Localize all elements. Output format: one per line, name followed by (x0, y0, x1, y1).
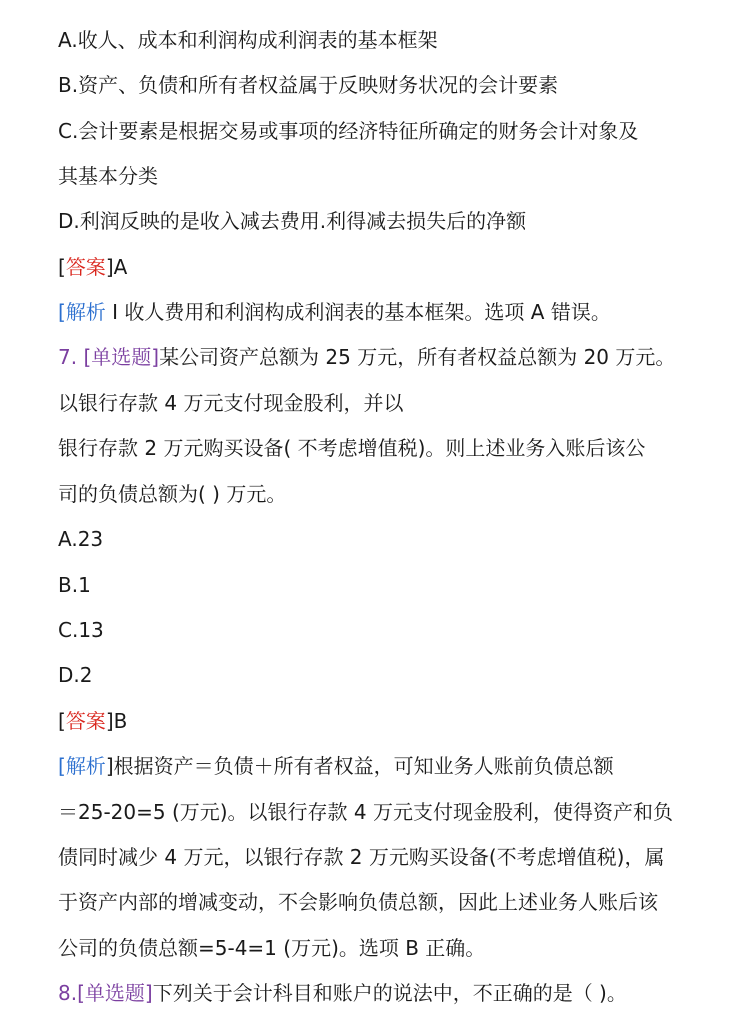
option-c-q7: C.13 (58, 618, 104, 642)
question-7-body-3: 司的负债总额为( ) 万元。 (58, 482, 287, 506)
question-8-title: 8.[单选题]下列关于会计科目和账户的说法中，不正确的是（ )。 (58, 981, 627, 1005)
analysis-q7-line-4: 于资产内部的增减变动，不会影响负债总额，因此上述业务人账后该 (58, 890, 658, 914)
question-7-body-2: 银行存款 2 万元购买设备( 不考虑增值税)。则上述业务入账后该公 (58, 436, 646, 460)
option-d-q7: D.2 (58, 663, 93, 687)
analysis-tag: 解析 (65, 300, 106, 324)
question-number: 8. (58, 981, 78, 1005)
analysis-q6: [解析 I 收人费用和利润构成利润表的基本框架。选项 A 错误。 (58, 300, 611, 324)
answer-q6: [答案]A (58, 255, 128, 279)
option-d-q6: D.利润反映的是收入减去费用.利得减去损失后的净额 (58, 209, 527, 233)
question-7-body-1: 以银行存款 4 万元支付现金股利，并以 (58, 391, 404, 415)
option-a-q6: A.收人、成本和利润构成利润表的基本框架 (58, 28, 438, 52)
option-c-q6-cont: 其基本分类 (58, 164, 158, 188)
analysis-tag: 解析 (65, 754, 106, 778)
answer-q7: [答案]B (58, 709, 128, 733)
analysis-q7-line-5: 公司的负债总额=5-4=1 (万元)。选项 B 正确。 (58, 936, 486, 960)
question-7-title: 7. [单选题]某公司资产总额为 25 万元，所有者权益总额为 20 万元。 (58, 345, 676, 369)
option-c-q6: C.会计要素是根据交易或事项的经济特征所确定的财务会计对象及 (58, 119, 639, 143)
answer-tag: 答案 (65, 709, 106, 733)
option-b-q7: B.1 (58, 573, 91, 597)
question-number: 7. (58, 345, 78, 369)
analysis-q7-line-3: 债同时减少 4 万元，以银行存款 2 万元购买设备(不考虑增值税)，属 (58, 845, 665, 869)
question-type-tag: [单选题] (77, 981, 153, 1005)
analysis-q7: [解析]根据资产＝负债＋所有者权益，可知业务人账前负债总额 (58, 754, 614, 778)
question-type-tag: [单选题] (83, 345, 160, 369)
option-a-q7: A.23 (58, 527, 104, 551)
analysis-q7-line-2: ＝25-20=5 (万元)。以银行存款 4 万元支付现金股利，使得资产和负 (58, 800, 673, 824)
answer-tag: 答案 (65, 255, 106, 279)
option-b-q6: B.资产、负债和所有者权益属于反映财务状况的会计要素 (58, 73, 559, 97)
